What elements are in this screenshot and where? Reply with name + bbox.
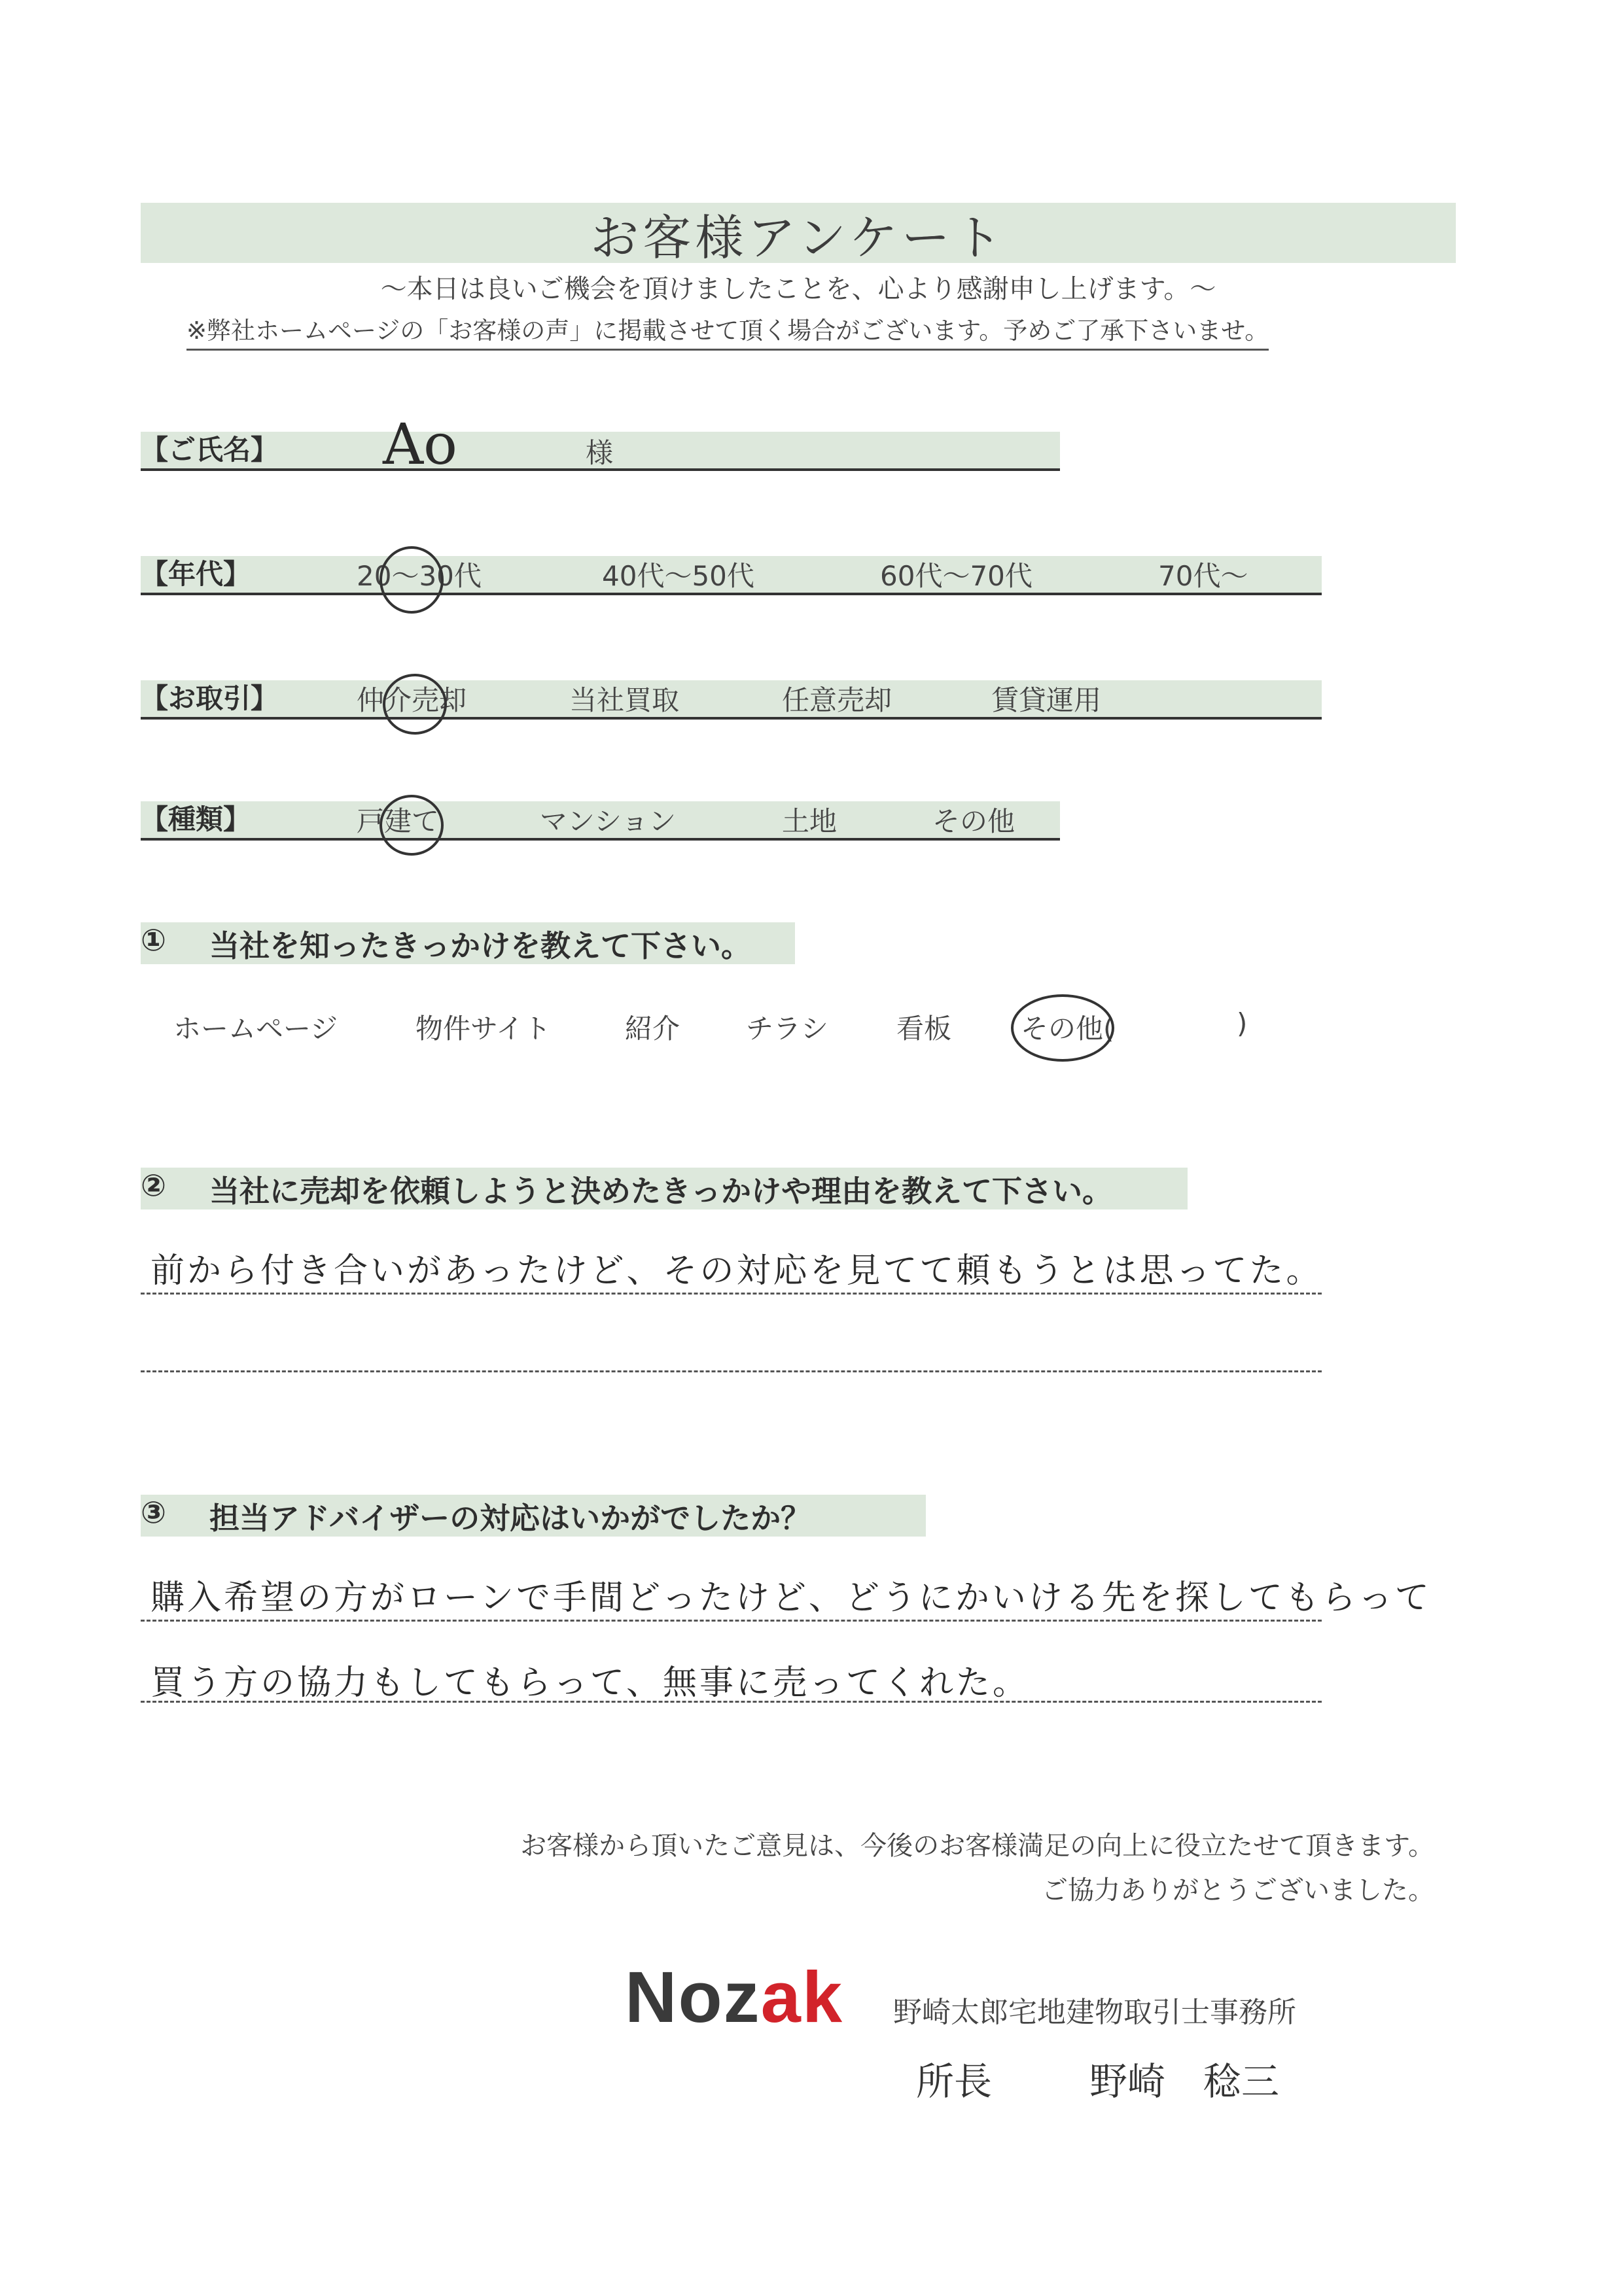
q3-answer-line1[interactable]: 購入希望の方がローンで手間どったけど、どうにかいける先を探してもらって — [150, 1578, 1432, 1618]
deal-selection-mark — [383, 674, 447, 735]
q3-answer-line2[interactable]: 買う方の協力もしてもらって、無事に売ってくれた。 — [150, 1663, 1029, 1703]
type-option-other[interactable]: その他 — [932, 805, 1015, 837]
q1-option-other[interactable]: その他( — [1021, 1013, 1114, 1045]
age-option-60-70[interactable]: 60代～70代 — [880, 560, 1033, 592]
name-value[interactable]: Ao — [383, 412, 457, 478]
q2-answer[interactable]: 前から付き合いがあったけど、その対応を見てて頼もうとは思ってた。 — [150, 1251, 1323, 1291]
q3-answer-line-2 — [141, 1701, 1322, 1703]
closing-line-2: ご協力ありがとうございました。 — [1042, 1875, 1434, 1905]
q1-option-property-site[interactable]: 物件サイト — [415, 1013, 552, 1045]
age-option-40-50[interactable]: 40代～50代 — [602, 560, 754, 592]
deal-option-buyout[interactable]: 当社買取 — [569, 684, 680, 716]
name-suffix: 様 — [586, 437, 614, 469]
logo-part-noz: Noz — [625, 1957, 761, 2038]
type-selection-mark — [380, 795, 444, 856]
q1-option-homepage[interactable]: ホームページ — [173, 1013, 338, 1045]
deal-row-band — [141, 680, 1322, 720]
q2-answer-line-2 — [141, 1370, 1322, 1372]
q2-number: ② — [141, 1168, 166, 1203]
age-label: 【年代】 — [141, 558, 251, 590]
director-name: 野崎 稔三 — [1089, 2059, 1280, 2104]
q3-answer-line-1 — [141, 1620, 1322, 1622]
office-name: 野崎太郎宅地建物取引士事務所 — [893, 1996, 1296, 2029]
page-title: お客様アンケート — [590, 210, 1006, 266]
publication-notice: ※弊社ホームページの「お客様の声」に掲載させて頂く場合がございます。予めご了承下さいませ。 — [186, 311, 1269, 351]
type-option-mansion[interactable]: マンション — [540, 805, 677, 837]
q2-answer-line-1 — [141, 1293, 1322, 1295]
name-label: 【ご氏名】 — [141, 434, 279, 466]
age-option-20-30[interactable]: 20～30代 — [357, 560, 482, 592]
q1-option-referral[interactable]: 紹介 — [625, 1013, 680, 1045]
logo-part-ak: ak — [760, 1957, 843, 2038]
type-label: 【種類】 — [141, 803, 251, 835]
type-option-house[interactable]: 戸建て — [357, 805, 440, 837]
q1-number: ① — [141, 922, 166, 958]
nozak-logo — [625, 1956, 843, 2039]
deal-option-rental[interactable]: 賃貸運用 — [991, 684, 1102, 716]
q1-option-signboard[interactable]: 看板 — [896, 1013, 952, 1045]
q1-option-flyer[interactable]: チラシ — [746, 1013, 829, 1045]
type-option-land[interactable]: 土地 — [782, 805, 838, 837]
q1-option-other-close: ) — [1237, 1007, 1248, 1039]
deal-option-voluntary[interactable]: 任意売却 — [782, 684, 892, 716]
q1-question: 当社を知ったきっかけを教えて下さい。 — [209, 928, 751, 964]
closing-line-1: お客様から頂いたご意見は、今後のお客様満足の向上に役立たせて頂きます。 — [520, 1831, 1434, 1861]
deal-label: 【お取引】 — [141, 682, 279, 714]
deal-row-line — [141, 717, 1322, 720]
subtitle: ～本日は良いご機会を頂けましたことを、心より感謝申し上げます。～ — [380, 274, 1216, 304]
deal-option-brokerage[interactable]: 仲介売却 — [357, 684, 467, 716]
q3-question: 担当アドバイザーの対応はいかがでしたか？ — [209, 1501, 811, 1536]
q1-selection-mark — [1011, 994, 1114, 1062]
age-selection-mark — [380, 546, 444, 614]
age-option-70-plus[interactable]: 70代～ — [1158, 560, 1248, 592]
q2-question: 当社に売却を依頼しようと決めたきっかけや理由を教えて下さい。 — [209, 1174, 1112, 1209]
q3-number: ③ — [141, 1495, 166, 1530]
director-title: 所長 — [916, 2059, 993, 2104]
